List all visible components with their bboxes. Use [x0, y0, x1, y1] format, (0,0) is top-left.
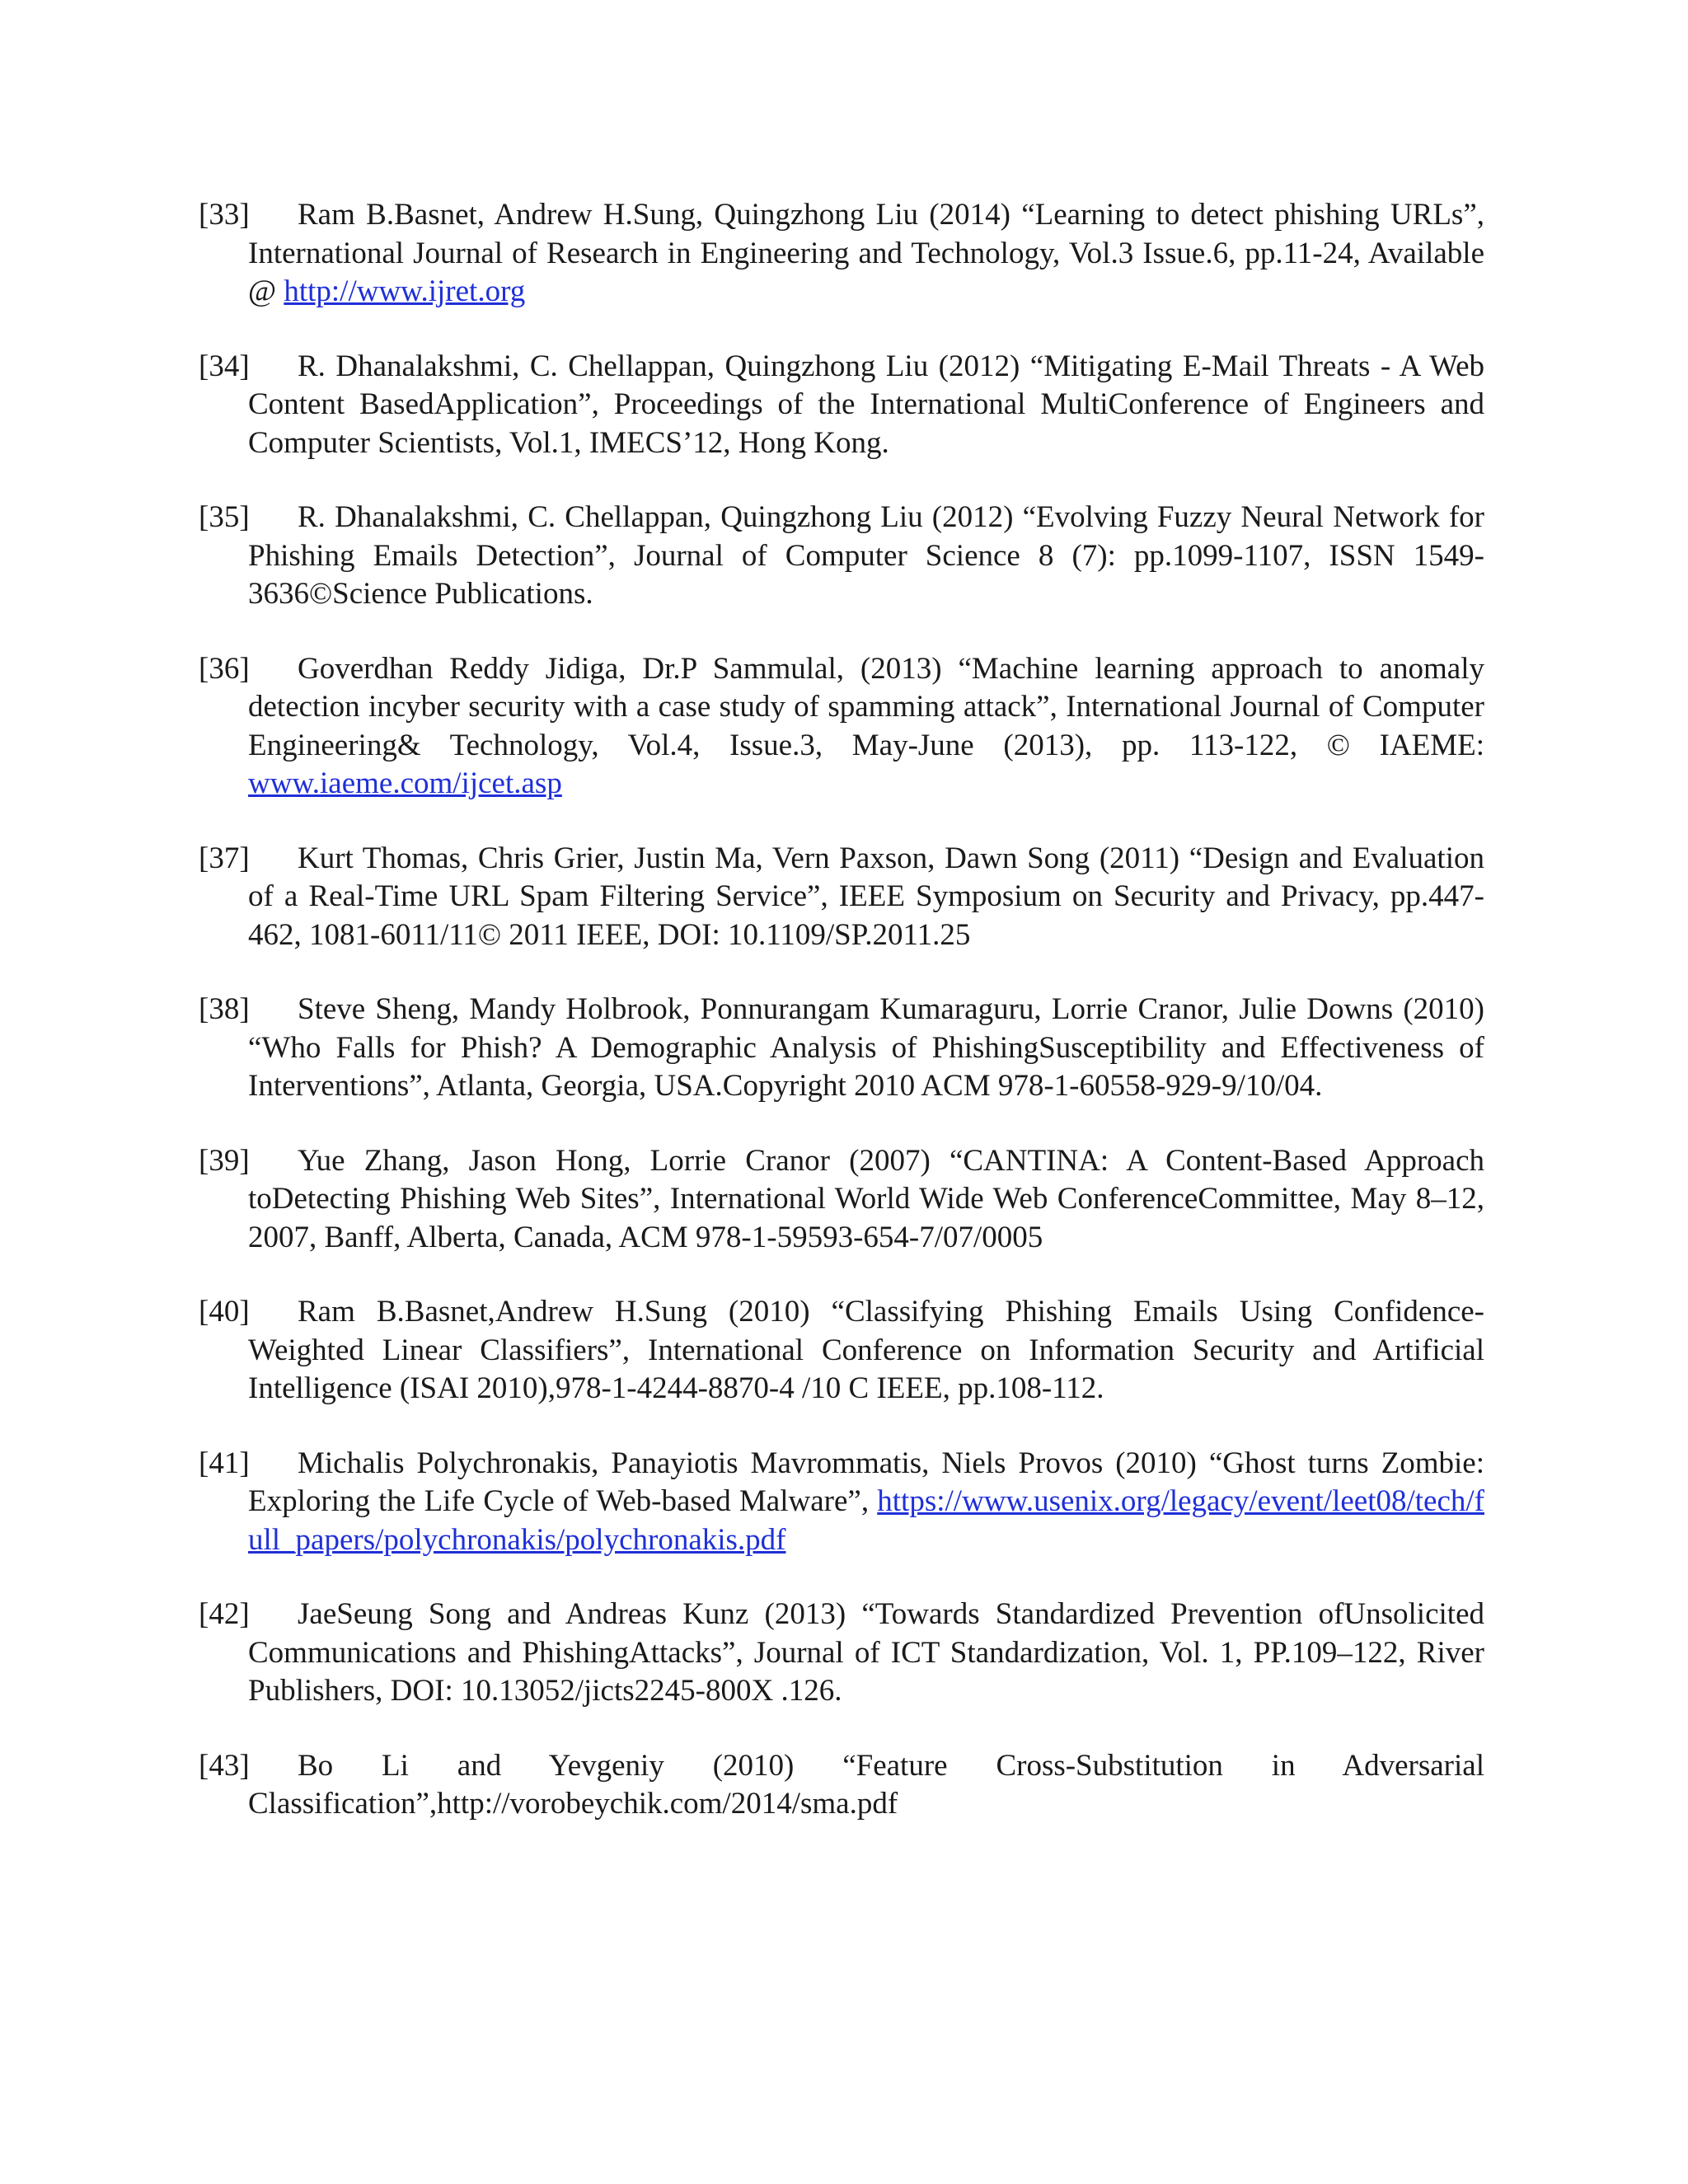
reference-number: [43] — [199, 1748, 250, 1783]
reference-number: [38] — [199, 992, 250, 1026]
reference-text: Ram B.Basnet,Andrew H.Sung (2010) “Classifying Phishing Emails Using Confidence-Weighted Linear Classifiers”, International Conference on Information Security and Artificial Intelligence (ISAI 2010),978-1-4244-8870-4 /10 C IEEE, pp.108-112. — [248, 1295, 1484, 1405]
reference-number: [33] — [199, 198, 250, 232]
reference-41 — [199, 1445, 1484, 1560]
reference-42 — [199, 1596, 1484, 1711]
reference-text: Yue Zhang, Jason Hong, Lorrie Cranor (2007) “CANTINA: A Content-Based Approach toDetecting Phishing Web Sites”, International World Wide Web ConferenceCommittee, May 8–12, 2007, Banff, Alberta, Canada, ACM 978-1-59593-654-7/07/0005 — [248, 1143, 1484, 1254]
reference-37 — [199, 840, 1484, 955]
reference-number: [42] — [199, 1597, 250, 1631]
reference-number: [35] — [199, 500, 250, 534]
reference-38 — [199, 991, 1484, 1106]
reference-text: Kurt Thomas, Chris Grier, Justin Ma, Vern Paxson, Dawn Song (2011) “Design and Evaluation of a Real-Time URL Spam Filtering Service”, IEEE Symposium on Security and Privacy, pp.447-462, 1081-6011/11© 2011 IEEE, DOI: 10.1109/SP.2011.25 — [248, 841, 1484, 952]
reference-link[interactable]: www.iaeme.com/ijcet.asp — [248, 766, 562, 800]
reference-list — [199, 196, 1484, 1860]
reference-number: [41] — [199, 1446, 250, 1480]
reference-text: Bo Li and Yevgeniy (2010) “Feature Cross-Substitution in Adversarial Classification”,http://vorobeychik.com/2014/sma.pdf — [248, 1748, 1484, 1821]
reference-36 — [199, 650, 1484, 804]
reference-text: Ram B.Basnet, Andrew H.Sung, Quingzhong Liu (2014) “Learning to detect phishing URLs”, International Journal of Research in Engineering and Technology, Vol.3 Issue.6, pp.11-24, Available @ — [248, 198, 1484, 308]
reference-number: [39] — [199, 1143, 250, 1178]
reference-link[interactable]: https://www.usenix.org/legacy/event/leet08/tech/full_papers/polychronakis/polychronakis.pdf — [248, 1484, 1484, 1557]
reference-text: R. Dhanalakshmi, C. Chellappan, Quingzhong Liu (2012) “Mitigating E-Mail Threats - A Web Content BasedApplication”, Proceedings of the International MultiConference of Engineers and Computer Scientists, Vol.1, IMECS’12, Hong Kong. — [248, 349, 1484, 460]
reference-number: [36] — [199, 651, 250, 686]
reference-number: [40] — [199, 1295, 250, 1329]
reference-text: Goverdhan Reddy Jidiga, Dr.P Sammulal, (2013) “Machine learning approach to anomaly detection incyber security with a case study of spamming attack”, International Journal of Computer Engineering& Technology, Vol.4, Issue.3, May-June (2013), pp. 113-122, © IAEME: — [248, 651, 1484, 762]
reference-39 — [199, 1142, 1484, 1258]
reference-text: Steve Sheng, Mandy Holbrook, Ponnurangam Kumaraguru, Lorrie Cranor, Julie Downs (2010) “Who Falls for Phish? A Demographic Analysis of PhishingSusceptibility and Effectiveness of Interventions”, Atlanta, Georgia, USA.Copyright 2010 ACM 978-1-60558-929-9/10/04. — [248, 992, 1484, 1103]
reference-35 — [199, 499, 1484, 614]
reference-43 — [199, 1747, 1484, 1824]
reference-link[interactable]: http://www.ijret.org — [284, 274, 526, 308]
reference-text: Michalis Polychronakis, Panayiotis Mavrommatis, Niels Provos (2010) “Ghost turns Zombie: Exploring the Life Cycle of Web-based Malware”, — [248, 1446, 1484, 1518]
reference-number: [37] — [199, 841, 250, 875]
reference-text: JaeSeung Song and Andreas Kunz (2013) “Towards Standardized Prevention ofUnsolicited Communications and PhishingAttacks”, Journal of ICT Standardization, Vol. 1, PP.109–122, River Publishers, DOI: 10.13052/jicts2245-800X .126. — [248, 1597, 1484, 1708]
reference-33 — [199, 196, 1484, 312]
reference-text: R. Dhanalakshmi, C. Chellappan, Quingzhong Liu (2012) “Evolving Fuzzy Neural Network for Phishing Emails Detection”, Journal of Computer Science 8 (7): pp.1099-1107, ISSN 1549-3636©Science Publications. — [248, 500, 1484, 611]
reference-34 — [199, 348, 1484, 463]
reference-40 — [199, 1293, 1484, 1408]
reference-number: [34] — [199, 349, 250, 383]
